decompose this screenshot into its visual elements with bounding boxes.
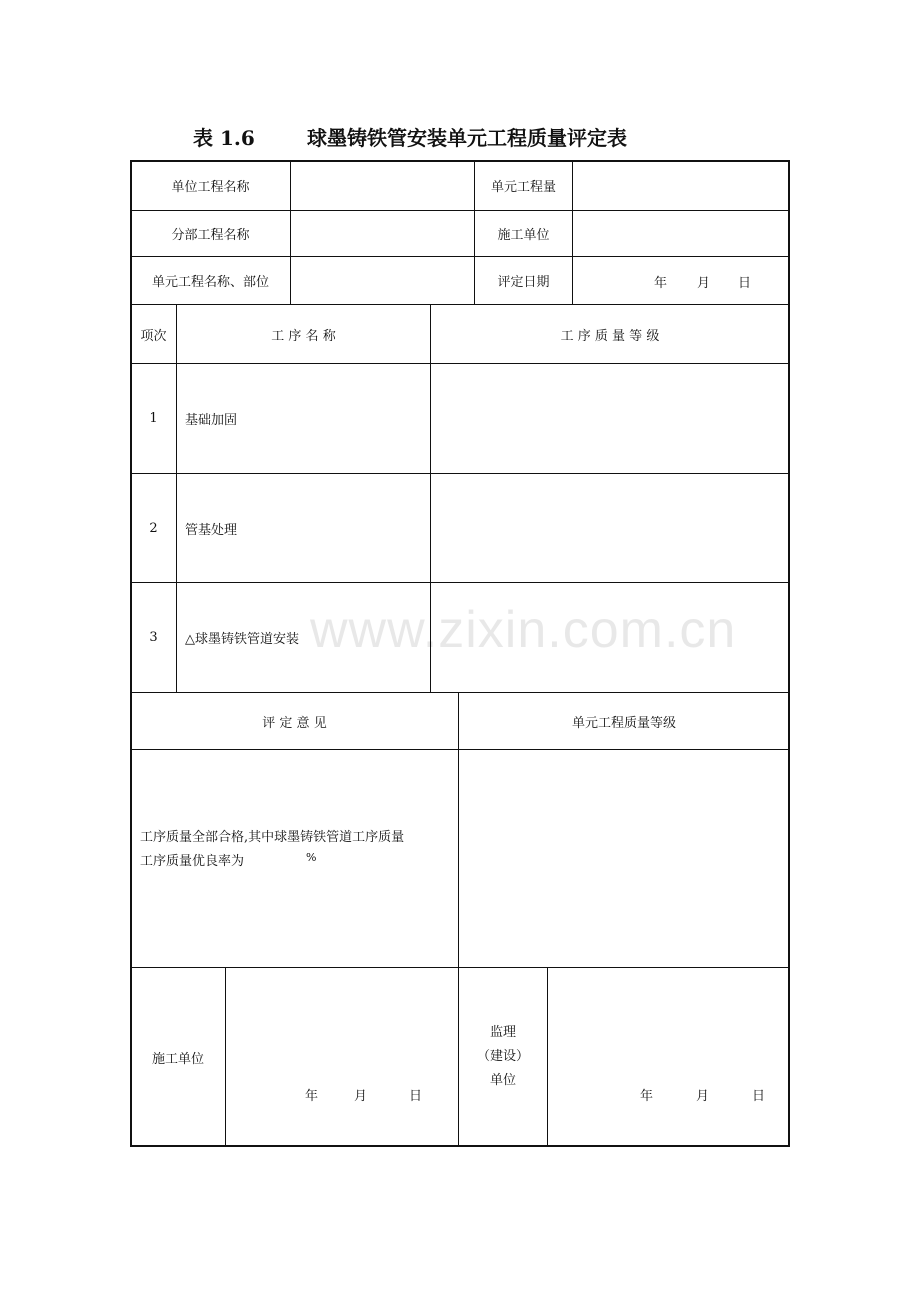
sign-year: 年: [305, 1089, 319, 1104]
header-process-grade: 工 序 质 量 等 级: [560, 328, 660, 344]
supervision-label-line-3: 单位: [489, 1073, 516, 1088]
construction-unit-field[interactable]: [573, 211, 789, 256]
row-index: 1: [149, 411, 158, 426]
document-title: [0, 122, 920, 152]
row-index: 2: [149, 520, 158, 536]
sign-month: 月: [354, 1089, 368, 1104]
element-project-name-label: 单元工程名称、部位: [151, 275, 269, 290]
sign-year: 年: [640, 1089, 654, 1104]
date-year: 年: [654, 276, 668, 291]
supervision-unit-label: [459, 968, 547, 1146]
sign-day: 日: [752, 1089, 766, 1104]
unit-grade-field[interactable]: [459, 750, 789, 967]
sign-day: 日: [409, 1089, 423, 1104]
opinion-text: [140, 826, 404, 874]
division-project-name-field[interactable]: [291, 211, 474, 256]
table-title: 球墨铸铁管安装单元工程质量评定表: [307, 126, 627, 150]
date-day: 日: [738, 276, 752, 291]
construction-signature-field[interactable]: [226, 968, 458, 1146]
row-grade-field[interactable]: [431, 474, 789, 582]
unit-project-quantity-label: 单元工程量: [490, 180, 556, 195]
grade-header: 单元工程质量等级: [571, 715, 676, 731]
construction-unit-signature-label: 施工单位: [151, 1051, 204, 1067]
opinion-line-2: 工序质量优良率为: [140, 854, 245, 869]
evaluation-date-label: 评定日期: [497, 275, 550, 290]
header-process-name: 工 序 名 称: [271, 328, 336, 344]
row-process-name: △球墨铸铁管道安装: [185, 632, 299, 647]
header-index: 项次: [140, 328, 167, 344]
supervision-label-line-1: 监理: [489, 1025, 516, 1040]
watermark: www.zixin.com.cn: [310, 601, 737, 659]
opinion-header: 评 定 意 见: [262, 715, 327, 731]
table-number: 表 1.6: [193, 126, 255, 150]
opinion-line-1: 工序质量全部合格,其中球墨铸铁管道工序质量: [140, 830, 405, 845]
unit-project-name-label: 单位工程名称: [171, 180, 250, 195]
date-month: 月: [697, 276, 711, 291]
unit-project-name-field[interactable]: [291, 161, 474, 210]
evaluation-date-field[interactable]: [573, 257, 789, 304]
element-project-name-field[interactable]: [291, 257, 474, 304]
row-index: 3: [149, 630, 158, 645]
division-project-name-label: 分部工程名称: [171, 228, 250, 243]
row-grade-field[interactable]: [431, 364, 789, 473]
row-process-name: 基础加固: [185, 413, 238, 428]
unit-project-quantity-field[interactable]: [573, 161, 789, 210]
sign-month: 月: [696, 1089, 710, 1104]
supervision-signature-field[interactable]: [548, 968, 789, 1146]
construction-unit-label: 施工单位: [497, 228, 550, 243]
percent-sign: %: [306, 851, 317, 864]
supervision-label-line-2: （建设）: [476, 1049, 529, 1064]
row-process-name: 管基处理: [185, 522, 238, 538]
